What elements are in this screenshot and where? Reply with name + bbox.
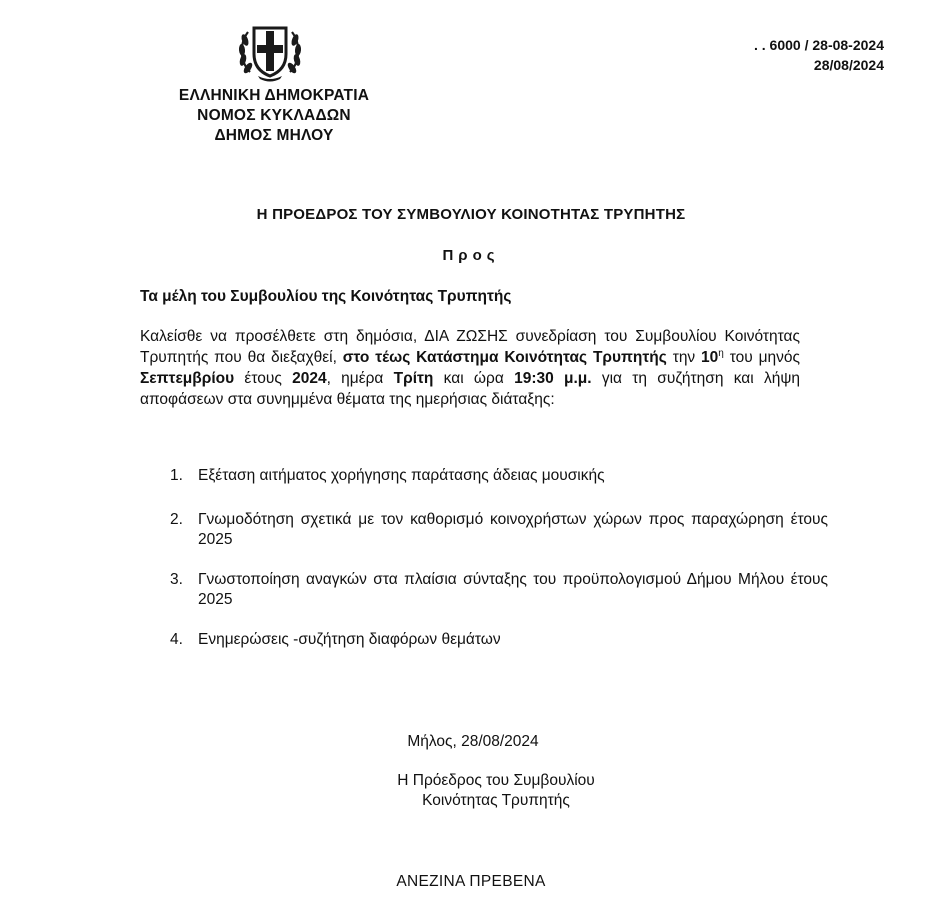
signatory-line: Η Πρόεδρος του Συμβουλίου: [397, 772, 595, 789]
agenda-item: [170, 466, 828, 486]
issuing-authority: [150, 86, 398, 146]
meeting-year: 2024: [292, 370, 327, 387]
meeting-day-suffix: η: [718, 347, 724, 359]
body-text: για τη συζήτηση και λήψη αποφάσεων στα συνημμένα θέματα της ημερήσιας διάταξης:: [140, 370, 800, 408]
place-date: Μήλος, 28/08/2024: [407, 733, 539, 750]
agenda-item-text: Ενημερώσεις -συζήτηση διαφόρων θεμάτων: [198, 631, 501, 648]
agenda-item-text: Εξέταση αιτήματος χορήγησης παράτασης άδειας μουσικής: [198, 467, 605, 484]
agenda-item-text: Γνωστοποίηση αναγκών στα πλαίσια σύνταξης του προϋπολογισμού Δήμου Μήλου έτους 2025: [198, 571, 828, 608]
meeting-time: 19:30 μ.μ.: [514, 370, 592, 387]
reference-number: . . 6000 / 28-08-2024: [754, 37, 884, 53]
body-text: και ώρα: [433, 370, 515, 387]
agenda-item: [170, 510, 828, 550]
agenda-item-number: 1.: [170, 467, 183, 484]
body-text: , ημέρα: [326, 370, 394, 387]
body-text: Καλείσθε να προσέλθετε στη δημόσια, ΔΙΑ ΖΩΣΗΣ συνεδρίαση του Συμβουλίου Κοινότητας Τρυπητής που θα διεξαχθεί,: [140, 328, 800, 366]
signatory-line: Κοινότητας Τρυπητής: [422, 792, 570, 809]
reference-block: [754, 35, 884, 75]
agenda-item-number: 2.: [170, 511, 183, 528]
authority-line: ΝΟΜΟΣ ΚΥΚΛΑΔΩΝ: [197, 107, 351, 124]
reference-date: 28/08/2024: [813, 57, 884, 73]
meeting-day: 10: [701, 349, 719, 366]
signatory-title: [0, 771, 942, 811]
authority-line: ΔΗΜΟΣ ΜΗΛΟΥ: [214, 127, 334, 144]
meeting-month: Σεπτεμβρίου: [140, 370, 235, 387]
document-title: Η ΠΡΟΕΔΡΟΣ ΤΟΥ ΣΥΜΒΟΥΛΙΟΥ ΚΟΙΝΟΤΗΤΑΣ ΤΡΥΠΗΤΗΣ: [256, 206, 686, 223]
agenda-item: [170, 630, 828, 650]
body-text: του μηνός: [723, 349, 800, 366]
agenda-item-number: 3.: [170, 571, 183, 588]
invitation-paragraph: [140, 326, 800, 410]
agenda-item-text: Γνωμοδότηση σχετικά με τον καθορισμό κοινοχρήστων χώρων προς παραχώρηση έτους 2025: [198, 511, 828, 548]
meeting-location: στο τέως Κατάστημα Κοινότητας Τρυπητής: [342, 349, 667, 366]
agenda-item-number: 4.: [170, 631, 183, 648]
authority-line: ΕΛΛΗΝΙΚΗ ΔΗΜΟΚΡΑΤΙΑ: [178, 87, 370, 104]
recipients: Τα μέλη του Συμβουλίου της Κοινότητας Τρυπητής: [140, 288, 512, 305]
body-text: την: [666, 349, 702, 366]
meeting-weekday: Τρίτη: [393, 370, 434, 387]
greek-coat-of-arms-icon: [236, 18, 304, 84]
signer-name: ΑΝΕΖΙΝΑ ΠΡΕΒΕΝΑ: [396, 873, 546, 890]
body-text: έτους: [234, 370, 293, 387]
agenda-item: [170, 570, 828, 610]
to-label: Προς: [442, 247, 500, 264]
